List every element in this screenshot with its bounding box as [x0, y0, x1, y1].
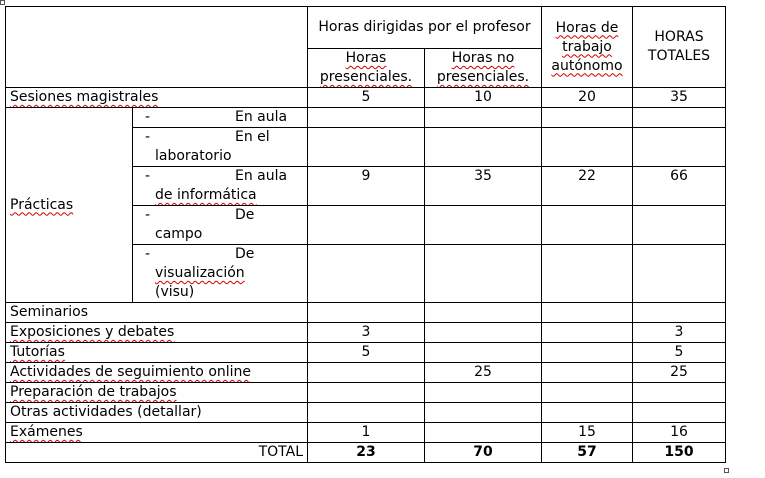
cell	[308, 108, 425, 128]
row-label	[6, 303, 308, 323]
cell	[542, 128, 633, 167]
cell	[425, 245, 542, 303]
cell	[425, 383, 542, 403]
practicas-label: Prácticas	[10, 196, 74, 213]
hours-table	[5, 6, 726, 463]
header-no-presenciales: Horas no presenciales.	[436, 49, 530, 85]
total-label-cell	[6, 443, 308, 463]
sesiones-nopres: 10	[425, 88, 542, 108]
exposiciones-label: Exposiciones y debates	[10, 324, 175, 340]
sesiones-total: 35	[633, 88, 726, 108]
row-label	[6, 383, 308, 403]
row-label	[6, 323, 308, 343]
cell	[308, 206, 425, 245]
sub-info-rest: de informática	[155, 187, 257, 203]
cell	[633, 206, 726, 245]
practicas-sub-info	[133, 167, 308, 206]
info-auto: 22	[542, 167, 633, 206]
header-empty-cell	[6, 7, 308, 88]
sub-lab-rest: laboratorio	[155, 148, 232, 164]
cell	[633, 403, 726, 423]
header-totales-cell	[633, 7, 726, 88]
table-row	[6, 303, 726, 323]
examenes-label: Exámenes	[10, 424, 83, 440]
header-group-label: Horas dirigidas por el profesor	[318, 18, 531, 35]
header-presenciales: Horas presenciales.	[319, 49, 413, 85]
dash-mark: -	[145, 109, 151, 125]
sub-lab-first: En el	[235, 129, 270, 145]
cell	[542, 403, 633, 423]
tutorias-pres: 5	[308, 343, 425, 363]
table-resize-handle[interactable]	[724, 468, 729, 473]
info-pres: 9	[308, 167, 425, 206]
header-autonomo-cell	[542, 7, 633, 88]
header-totales: HORAS TOTALES	[647, 29, 711, 64]
cell	[308, 245, 425, 303]
sesiones-pres: 5	[308, 88, 425, 108]
actividades-nopres: 25	[425, 363, 542, 383]
dash-mark: -	[145, 168, 151, 184]
sub-campo-first: De	[235, 207, 255, 223]
cell	[542, 383, 633, 403]
header-presenciales-cell	[308, 48, 425, 88]
total-label: TOTAL	[258, 444, 303, 460]
total-row	[6, 443, 726, 463]
sub-visu-first: De	[235, 246, 255, 262]
cell	[542, 303, 633, 323]
table-row	[6, 108, 726, 128]
cell	[425, 128, 542, 167]
table-row	[6, 343, 726, 363]
header-autonomo: Horas de trabajo autónomo	[551, 19, 623, 74]
examenes-total: 16	[633, 423, 726, 443]
tutorias-total: 5	[633, 343, 726, 363]
sesiones-label: Sesiones magistrales	[10, 89, 159, 105]
cell	[633, 303, 726, 323]
practicas-label-cell	[6, 108, 133, 303]
table-row	[6, 383, 726, 403]
tutorias-label: Tutorías	[10, 344, 65, 360]
cell	[308, 128, 425, 167]
practicas-sub-lab	[133, 128, 308, 167]
examenes-pres: 1	[308, 423, 425, 443]
cell	[542, 323, 633, 343]
cell	[425, 206, 542, 245]
table-row	[6, 323, 726, 343]
exposiciones-total: 3	[633, 323, 726, 343]
cell	[542, 108, 633, 128]
row-label	[6, 363, 308, 383]
sub-aula-first: En aula	[235, 109, 288, 125]
cell	[425, 343, 542, 363]
cell	[633, 383, 726, 403]
total-pres: 23	[308, 443, 425, 463]
cell	[425, 303, 542, 323]
cell	[308, 383, 425, 403]
total-nopres: 70	[425, 443, 542, 463]
sesiones-auto: 20	[542, 88, 633, 108]
total-total: 150	[633, 443, 726, 463]
cell	[308, 303, 425, 323]
header-group-cell	[308, 7, 542, 49]
dash-mark: -	[145, 129, 151, 145]
cell	[308, 363, 425, 383]
preparacion-label: Preparación de trabajos	[10, 384, 177, 400]
table-row	[6, 403, 726, 423]
row-label	[6, 403, 308, 423]
sub-campo-rest: campo	[155, 226, 203, 242]
dash-mark: -	[145, 246, 151, 262]
actividades-total: 25	[633, 363, 726, 383]
practicas-sub-visu	[133, 245, 308, 303]
cell	[542, 363, 633, 383]
cell	[425, 323, 542, 343]
cell	[425, 403, 542, 423]
exposiciones-pres: 3	[308, 323, 425, 343]
total-auto: 57	[542, 443, 633, 463]
actividades-label: Actividades de seguimiento online	[10, 364, 252, 380]
row-label	[6, 423, 308, 443]
table-row	[6, 88, 726, 108]
cell	[542, 343, 633, 363]
sub-info-first: En aula	[235, 168, 288, 184]
cell	[633, 245, 726, 303]
cell	[425, 108, 542, 128]
cell	[633, 128, 726, 167]
info-nopres: 35	[425, 167, 542, 206]
sub-visu-rest2: (visu)	[155, 284, 195, 300]
info-total: 66	[633, 167, 726, 206]
sub-visu-rest: visualización	[155, 265, 245, 281]
table-row	[6, 423, 726, 443]
table-move-handle[interactable]	[0, 0, 5, 5]
practicas-sub-campo	[133, 206, 308, 245]
row-label	[6, 343, 308, 363]
practicas-sub-aula	[133, 108, 308, 128]
otras-label: Otras actividades (detallar)	[10, 404, 202, 420]
cell	[542, 245, 633, 303]
seminarios-label: Seminarios	[10, 304, 88, 320]
examenes-auto: 15	[542, 423, 633, 443]
dash-mark: -	[145, 207, 151, 223]
cell	[633, 108, 726, 128]
table-row	[6, 363, 726, 383]
header-no-presenciales-cell	[425, 48, 542, 88]
cell	[542, 206, 633, 245]
row-label	[6, 88, 308, 108]
cell	[425, 423, 542, 443]
cell	[308, 403, 425, 423]
